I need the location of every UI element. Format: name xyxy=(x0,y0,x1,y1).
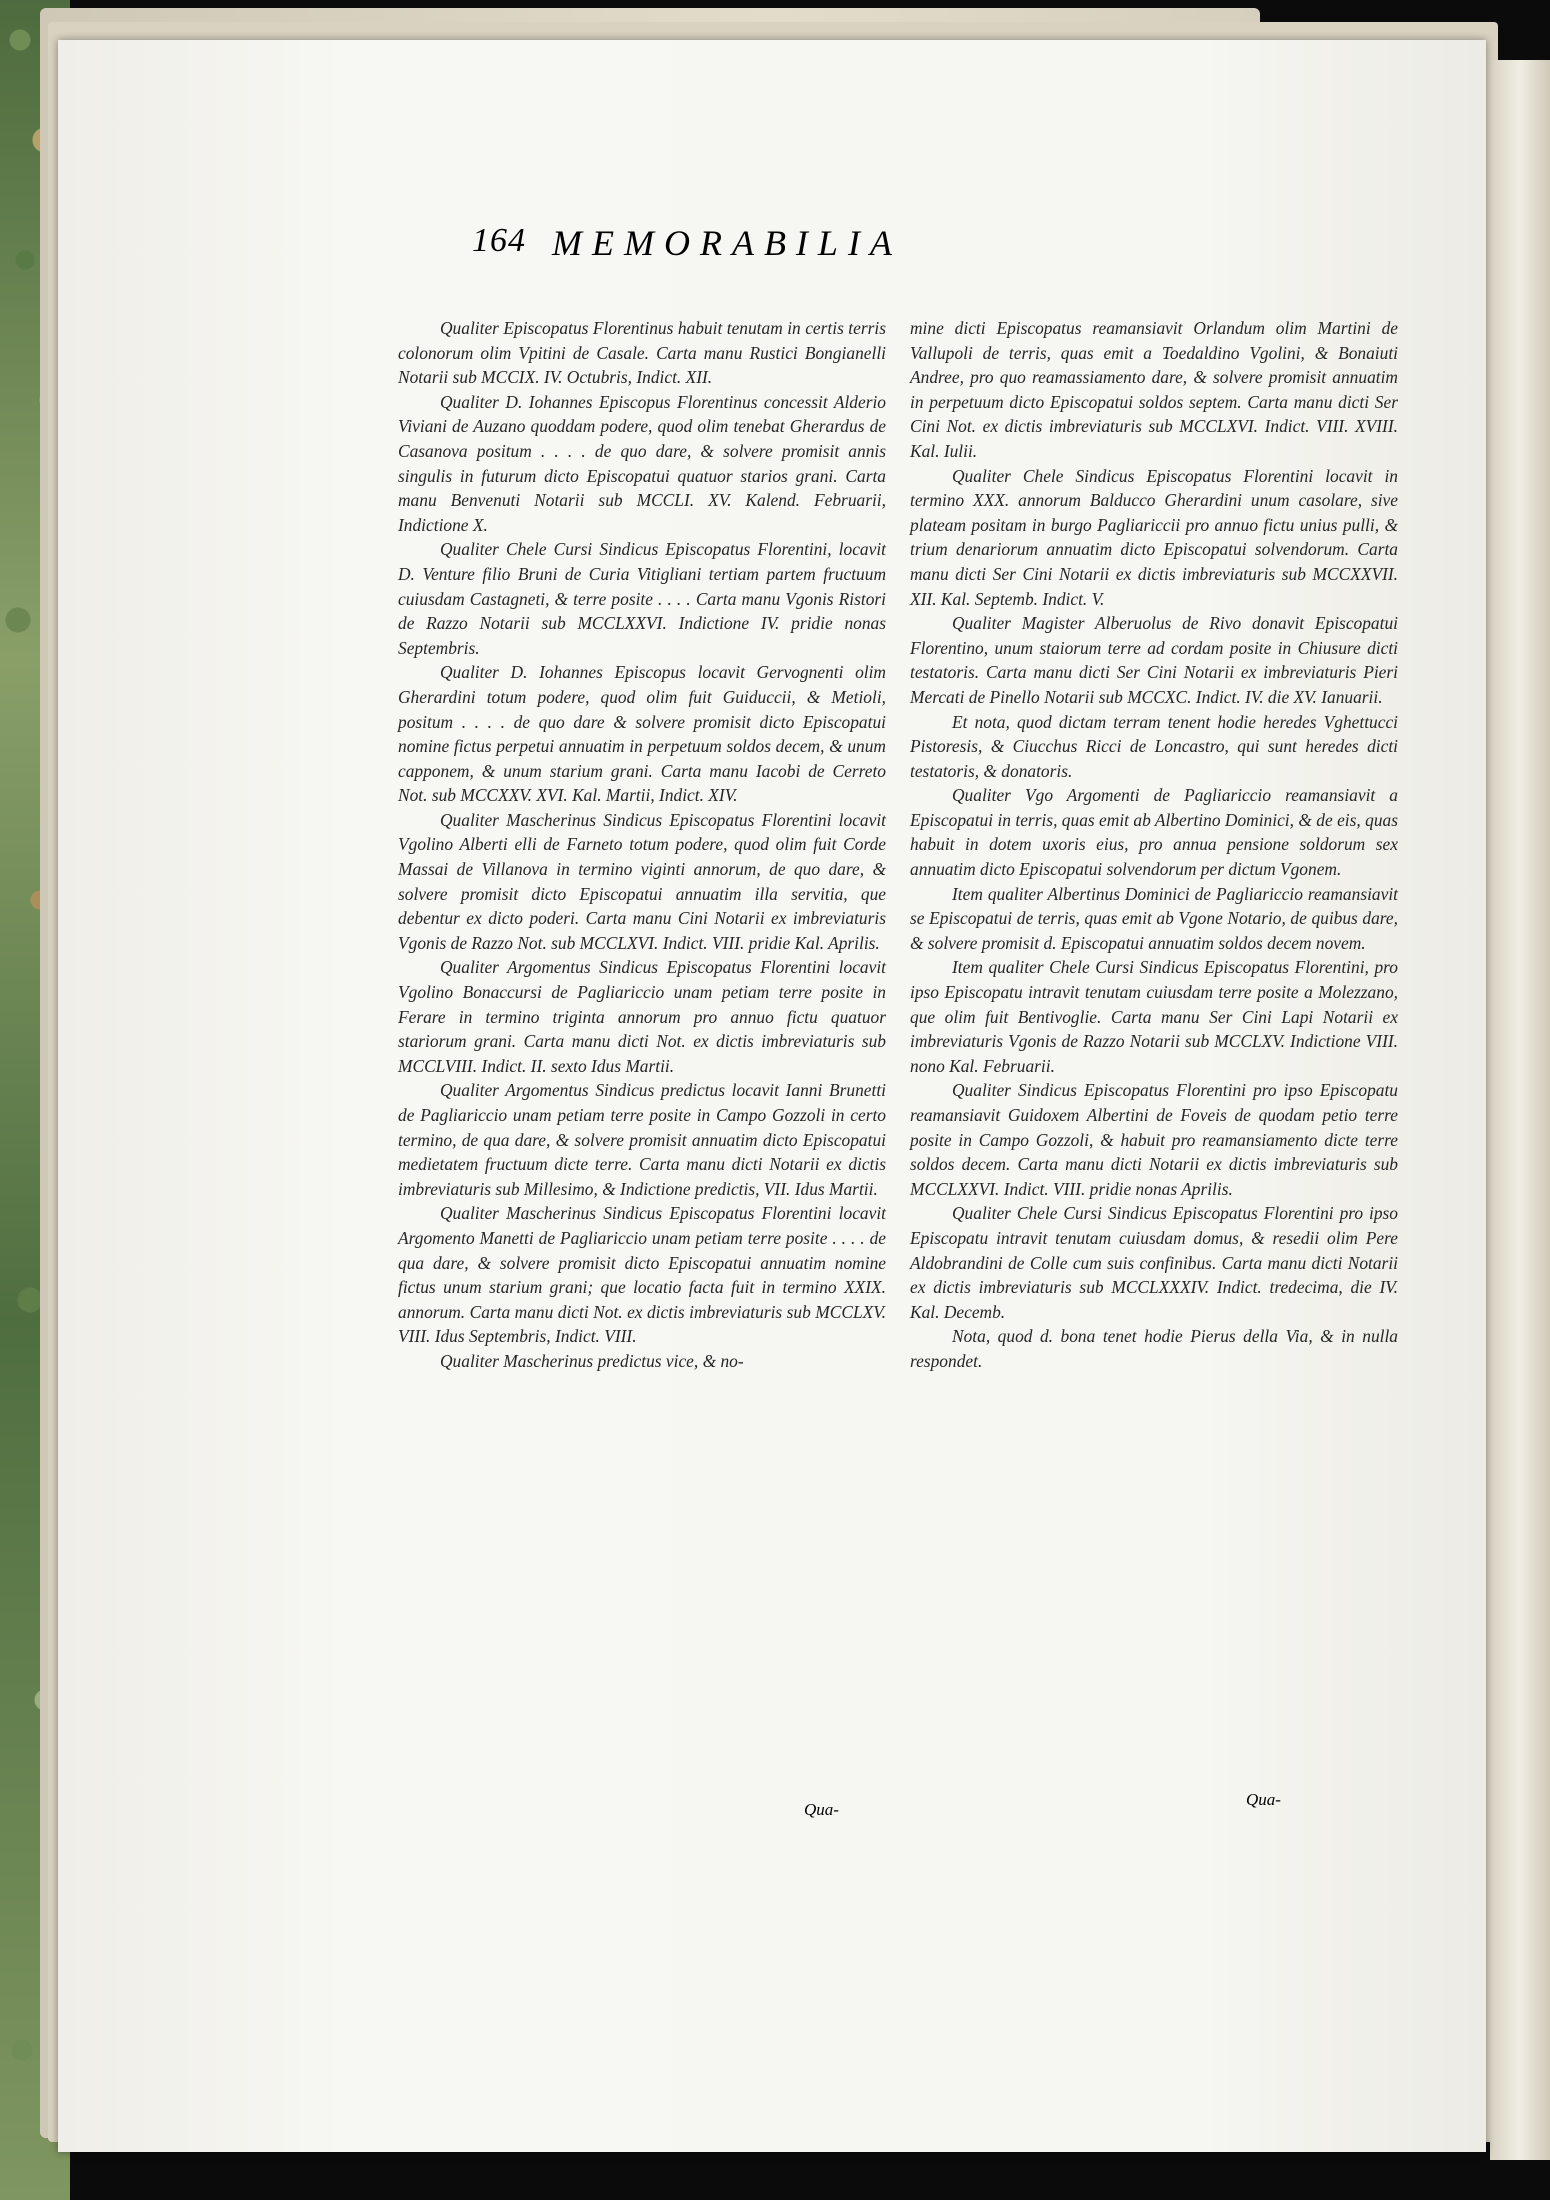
paragraph: Qualiter Chele Sindicus Episcopatus Florentini locavit in termino XXX. annorum Balducco Gherardini unum casolare, sive plateam positam in burgo Pagliariccii pro annuo fictu unius pulli, & trium denariorum annuatim dicto Episcopatui solvendorum. Carta manu dicti Ser Cini Notarii ex dictis imbreviaturis sub MCCXXVII. XII. Kal. Septemb. Indict. V. xyxy=(910,465,1398,609)
paragraph: Qualiter Magister Alberuolus de Rivo donavit Episcopatui Florentino, unum staiorum terre ad cordam posite in Chiusure dicti testatoris. Carta manu dicti Ser Cini Notarii ex imbreviaturis Pieri Mercati de Pinello Notarii sub MCCXC. Indict. IV. die XV. Ianuarii. xyxy=(910,613,1398,707)
paragraph: Qualiter Vgo Argomenti de Pagliariccio reamansiavit a Episcopatui in terris, quas emit ab Albertino Dominici, & de eis, quas habuit in dotem uxoris eius, pro annua pensione soldorum sex annuatim dicto Episcopatui solvendorum per dictum Vgonem. xyxy=(910,785,1398,880)
paragraph: Qualiter Argomentus Sindicus predictus locavit Ianni Brunetti de Pagliariccio unam petiam terre posite in Campo Gozzoli in certo termino, de qua dare, & solvere promisit annuatim dicto Episcopatui medietatem fructuum dicte terre. Carta manu dicti Notarii ex dictis imbreviaturis sub Millesimo, & Indictione predictis, VII. Idus Martii. xyxy=(398,1080,886,1199)
running-title: MEMORABILIA xyxy=(552,223,902,263)
page-number: 164 xyxy=(472,222,526,259)
paragraph: Qualiter Episcopatus Florentinus habuit tenutam in certis terris colonorum olim Vpitini de Casale. Carta manu Rustici Bongianelli Notarii sub MCCIX. IV. Octubris, Indict. XII. xyxy=(398,318,886,388)
paragraph: Qualiter Mascherinus predictus vice, & no- xyxy=(440,1350,744,1371)
paragraph: Qualiter Chele Cursi Sindicus Episcopatus Florentini, locavit D. Venture filio Bruni de Curia Vitigliani tertiam partem fructuum cuiusdam Castagneti, & terre posite . . . . Carta manu Vgonis Ristori de Razzo Notarii sub MCCLXXVI. Indictione IV. pridie nonas Septembris. xyxy=(398,539,886,658)
paragraph: Item qualiter Albertinus Dominici de Pagliariccio reamansiavit se Episcopatui de terris, quas emit ab Vgone Notario, de quibus dare, & solvere promisit d. Episcopatui annuatim soldos decem novem. xyxy=(910,883,1398,953)
text-column-left xyxy=(398,316,886,1374)
paragraph: Nota, quod d. bona tenet hodie Pierus della Via, & in nulla respondet. xyxy=(910,1326,1398,1371)
page-header xyxy=(472,222,1172,272)
paragraph: Qualiter Sindicus Episcopatus Florentini pro ipso Episcopatu reamansiavit Guidoxem Albertini de Foveis de quodam petio terre posite in Campo Gozzoli, & habuit pro reamansiamento dicte terre soldos decem. Carta manu dicti Notarii ex dictis imbreviaturis sub MCCLXXVI. Indict. VIII. pridie nonas Aprilis. xyxy=(910,1080,1398,1199)
catchword-left: Qua- xyxy=(804,1800,839,1819)
catchword-right: Qua- xyxy=(1246,1790,1281,1809)
paragraph: Item qualiter Chele Cursi Sindicus Episcopatus Florentini, pro ipso Episcopatu intravit tenutam cuiusdam terre posite a Molezzano, que olim fuit Bentivoglie. Carta manu Ser Cini Lapi Notarii ex imbreviaturis Vgonis de Razzo Notarii sub MCCLXV. Indictione VIII. nono Kal. Februarii. xyxy=(910,957,1398,1076)
paragraph: Qualiter Mascherinus Sindicus Episcopatus Florentini locavit Argomento Manetti de Pagliariccio unam petiam terre posite . . . . de qua dare, & solvere promisit dicto Episcopatui annuatim nomine fictus unum starium grani; que locatio facta fuit in termino XXIX. annorum. Carta manu dicti Not. ex dictis imbreviaturis sub MCCLXV. VIII. Idus Septembris, Indict. VIII. xyxy=(398,1203,886,1347)
facing-page-edge xyxy=(1490,60,1550,2160)
paragraph: Qualiter D. Iohannes Episcopus locavit Gervognenti olim Gherardini totum podere, quod olim fuit Guiduccii, & Metioli, positum . . . . de quo dare & solvere promisit dicto Episcopatui nomine fictus perpetui annuatim in perpetuum soldos decem, & unum capponem, & unum starium grani. Carta manu Iacobi de Cerreto Not. sub MCCXXV. XVI. Kal. Martii, Indict. XIV. xyxy=(398,662,886,806)
paragraph: Et nota, quod dictam terram tenent hodie heredes Vghettucci Pistoresis, & Ciucchus Ricci de Loncastro, qui sunt heredes dicti testatoris, & donatoris. xyxy=(910,711,1398,781)
paragraph: Qualiter Mascherinus Sindicus Episcopatus Florentini locavit Vgolino Alberti elli de Farneto totum podere, quod olim fuit Corde Massai de Villanova in termino viginti annorum, de quo dare, & solvere promisit dicto Episcopatui annuatim illa servitia, que debentur ex dicto poderi. Carta manu Cini Notarii ex imbreviaturis Vgonis de Razzo Not. sub MCCLXVI. Indict. VIII. pridie Kal. Aprilis. xyxy=(398,809,886,953)
text-column-right xyxy=(910,316,1398,1374)
paragraph: mine dicti Episcopatus reamansiavit Orlandum olim Martini de Vallupoli de terris, quas emit a Toedaldino Vgolini, & Bonaiuti Andree, pro quo reamassiamento dare, & solvere promisit annuatim in perpetuum dicto Episcopatui soldos septem. Carta manu dicti Ser Cini Not. ex dictis imbreviaturis sub MCCLXVI. Indict. VIII. XVIII. Kal. Iulii. xyxy=(910,318,1398,461)
paragraph: Qualiter D. Iohannes Episcopus Florentinus concessit Alderio Viviani de Auzano quoddam podere, quod olim tenebat Gherardus de Casanova positum . . . . de quo dare, & solvere promisit annis singulis in futurum dicto Episcopatui quatuor starios grani. Carta manu Benvenuti Notarii sub MCCLI. XV. Kalend. Februarii, Indictione X. xyxy=(398,391,886,535)
paragraph: Qualiter Argomentus Sindicus Episcopatus Florentini locavit Vgolino Bonaccursi de Pagliariccio unam petiam terre posite in Ferare in termino triginta annorum pro annuo fictu quatuor stariorum grani. Carta manu dicti Not. ex dictis imbreviaturis sub MCCLVIII. Indict. II. sexto Idus Martii. xyxy=(398,957,886,1076)
paragraph: Qualiter Chele Cursi Sindicus Episcopatus Florentini pro ipso Episcopatu intravit tenutam cuiusdam domus, & resedii olim Pere Aldobrandini de Colle cum suis confinibus. Carta manu dicti Notarii ex dictis imbreviaturis sub MCCLXXXIV. Indict. tredecima, die IV. Kal. Decemb. xyxy=(910,1203,1398,1322)
